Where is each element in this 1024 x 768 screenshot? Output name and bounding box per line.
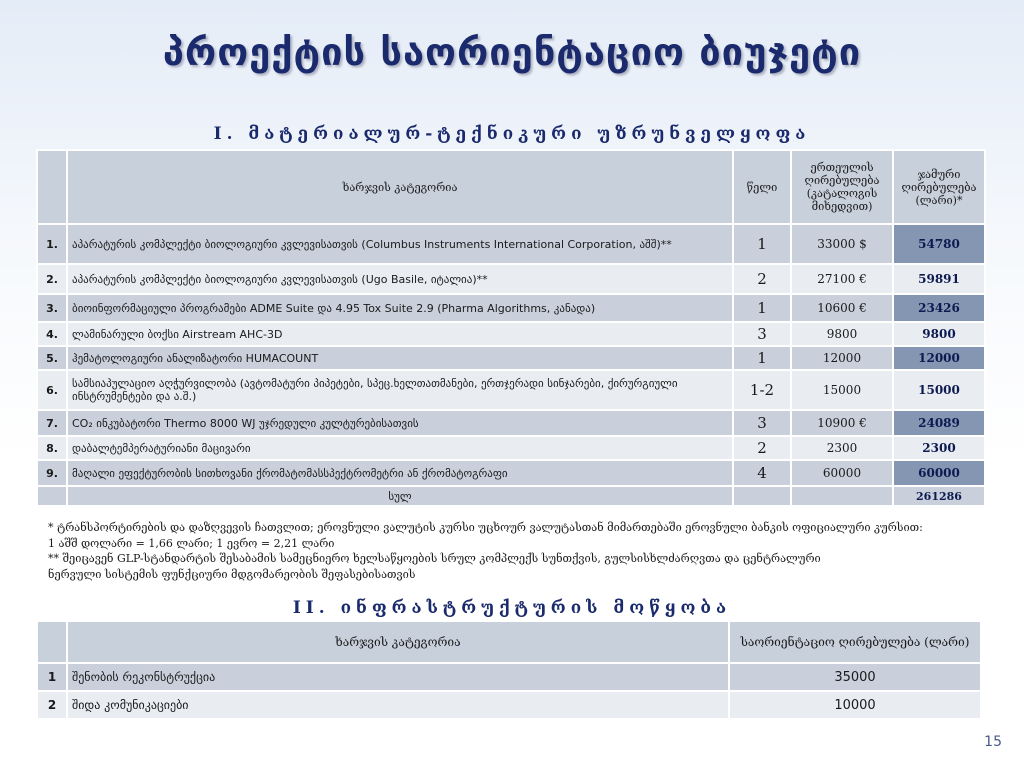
row-num: 6.: [37, 370, 67, 410]
section-2-title: II. ინფრასტრუქტურის მოწყობა: [292, 598, 732, 618]
table-row: [37, 322, 985, 346]
sum-label: სულ: [67, 486, 733, 506]
row-total: 12000: [893, 346, 985, 370]
row-unit-price: 9800: [791, 322, 893, 346]
row-category: დაბალტემპერატურიანი მაცივარი: [67, 436, 733, 460]
table-row: [37, 691, 981, 719]
table-row: [37, 294, 985, 322]
row-num: 9.: [37, 460, 67, 486]
row-unit-price: 10900 €: [791, 410, 893, 436]
row-num: 1: [37, 663, 67, 691]
row-category: სამსიაპულაციო აღჭურვილობა (ავტომატური პიპეტები, სპეც.ხელთათმანები, ერთჯერადი სინჯარები, ქირურგიული ინსტრუმენტები და ა.შ.): [67, 370, 733, 410]
row-total: 2300: [893, 436, 985, 460]
row-num: 1.: [37, 224, 67, 264]
row-num: 4.: [37, 322, 67, 346]
row-num: 2.: [37, 264, 67, 294]
table-row: [37, 410, 985, 436]
sum-year: [733, 486, 791, 506]
page-number: 15: [984, 734, 1002, 750]
sum-unit: [791, 486, 893, 506]
row-total: 9800: [893, 322, 985, 346]
footnote-line: * ტრანსპორტირების და დაზღვევის ჩათვლით; ეროვნული ვალუტის კურსი უცხოურ ვალუტასთან მიმართებაში ეროვნული ბანკის ოფიციალური კურსით:: [48, 521, 923, 534]
row-year: 1: [733, 346, 791, 370]
row-cost: 10000: [729, 691, 981, 719]
row-total: 24089: [893, 410, 985, 436]
infrastructure-table: [36, 620, 982, 720]
section-1-title: I. მატერიალურ-ტექნიკური უზრუნველყოფა: [213, 124, 811, 144]
row-total: 60000: [893, 460, 985, 486]
row-num: 8.: [37, 436, 67, 460]
row-category: ჰემატოლოგიური ანალიზატორი HUMACOUNT: [67, 346, 733, 370]
row-total: 59891: [893, 264, 985, 294]
row-category: შენობის რეკონსტრუქცია: [67, 663, 729, 691]
sum-num: [37, 486, 67, 506]
table-row: [37, 460, 985, 486]
row-category: აპარატურის კომპლექტი ბიოლოგიური კვლევისათვის (Columbus Instruments International Corporation, აშშ)**: [67, 224, 733, 264]
row-total: 15000: [893, 370, 985, 410]
row-cost: 35000: [729, 663, 981, 691]
row-num: 2: [37, 691, 67, 719]
equipment-table: [36, 149, 986, 507]
footnote-line: 1 აშშ დოლარი = 1,66 ლარი; 1 ევრო = 2,21 ლარი: [48, 536, 335, 550]
row-total: 54780: [893, 224, 985, 264]
row-year: 2: [733, 436, 791, 460]
row-num: 7.: [37, 410, 67, 436]
row-year: 1: [733, 224, 791, 264]
table-sum-row: [37, 486, 985, 506]
row-unit-price: 2300: [791, 436, 893, 460]
table-header-row: [37, 621, 981, 663]
row-year: 4: [733, 460, 791, 486]
table-row: [37, 663, 981, 691]
row-unit-price: 15000: [791, 370, 893, 410]
row-num: 3.: [37, 294, 67, 322]
header-year: წელი: [733, 150, 791, 224]
table-row: [37, 370, 985, 410]
footnote-line: ** შეიცავენ GLP-სტანდარტის შესაბამის სამეცნიერო ხელსაწყოების სრულ კომპლექს სუნთქვის, გულსისხლძარღვთა და ცენტრალური: [48, 552, 821, 565]
row-category: ბიოინფორმაციული პროგრამები ADME Suite და 4.95 Tox Suite 2.9 (Pharma Algorithms, კანადა): [67, 294, 733, 322]
header-num: [37, 621, 67, 663]
footnote-line: ნერვული სისტემის ფუნქციური მდგომარეობის შეფასებისათვის: [48, 567, 416, 581]
table-header-row: [37, 150, 985, 224]
slide-title: პროექტის საორიენტაციო ბიუჯეტი: [162, 30, 862, 74]
sum-total: 261286: [893, 486, 985, 506]
header-category: ხარჯვის კატეგორია: [67, 621, 729, 663]
header-category: ხარჯვის კატეგორია: [67, 150, 733, 224]
row-unit-price: 12000: [791, 346, 893, 370]
row-unit-price: 10600 €: [791, 294, 893, 322]
row-category: აპარატურის კომპლექტი ბიოლოგიური კვლევისათვის (Ugo Basile, იტალია)**: [67, 264, 733, 294]
header-cost: საორიენტაციო ღირებულება (ლარი): [729, 621, 981, 663]
row-year: 3: [733, 410, 791, 436]
table-row: [37, 264, 985, 294]
table-row: [37, 436, 985, 460]
row-unit-price: 60000: [791, 460, 893, 486]
row-year: 2: [733, 264, 791, 294]
row-category: შიდა კომუნიკაციები: [67, 691, 729, 719]
row-num: 5.: [37, 346, 67, 370]
table-row: [37, 346, 985, 370]
row-category: CO₂ ინკუბატორი Thermo 8000 WJ უჯრედული კულტურებისათვის: [67, 410, 733, 436]
header-unit-price: ერთეულის ღირებულება (კატალოგის მიხედვით): [791, 150, 893, 224]
row-year: 1: [733, 294, 791, 322]
row-unit-price: 27100 €: [791, 264, 893, 294]
row-year: 1-2: [733, 370, 791, 410]
row-unit-price: 33000 $: [791, 224, 893, 264]
header-total: ჯამური ღირებულება (ლარი)*: [893, 150, 985, 224]
row-total: 23426: [893, 294, 985, 322]
table-row: [37, 224, 985, 264]
row-category: ლამინარული ბოქსი Airstream AHC-3D: [67, 322, 733, 346]
row-year: 3: [733, 322, 791, 346]
footnotes: [48, 520, 978, 582]
row-category: მაღალი ეფექტურობის სითხოვანი ქრომატომასსპექტრომეტრი ან ქრომატოგრაფი: [67, 460, 733, 486]
header-num: [37, 150, 67, 224]
